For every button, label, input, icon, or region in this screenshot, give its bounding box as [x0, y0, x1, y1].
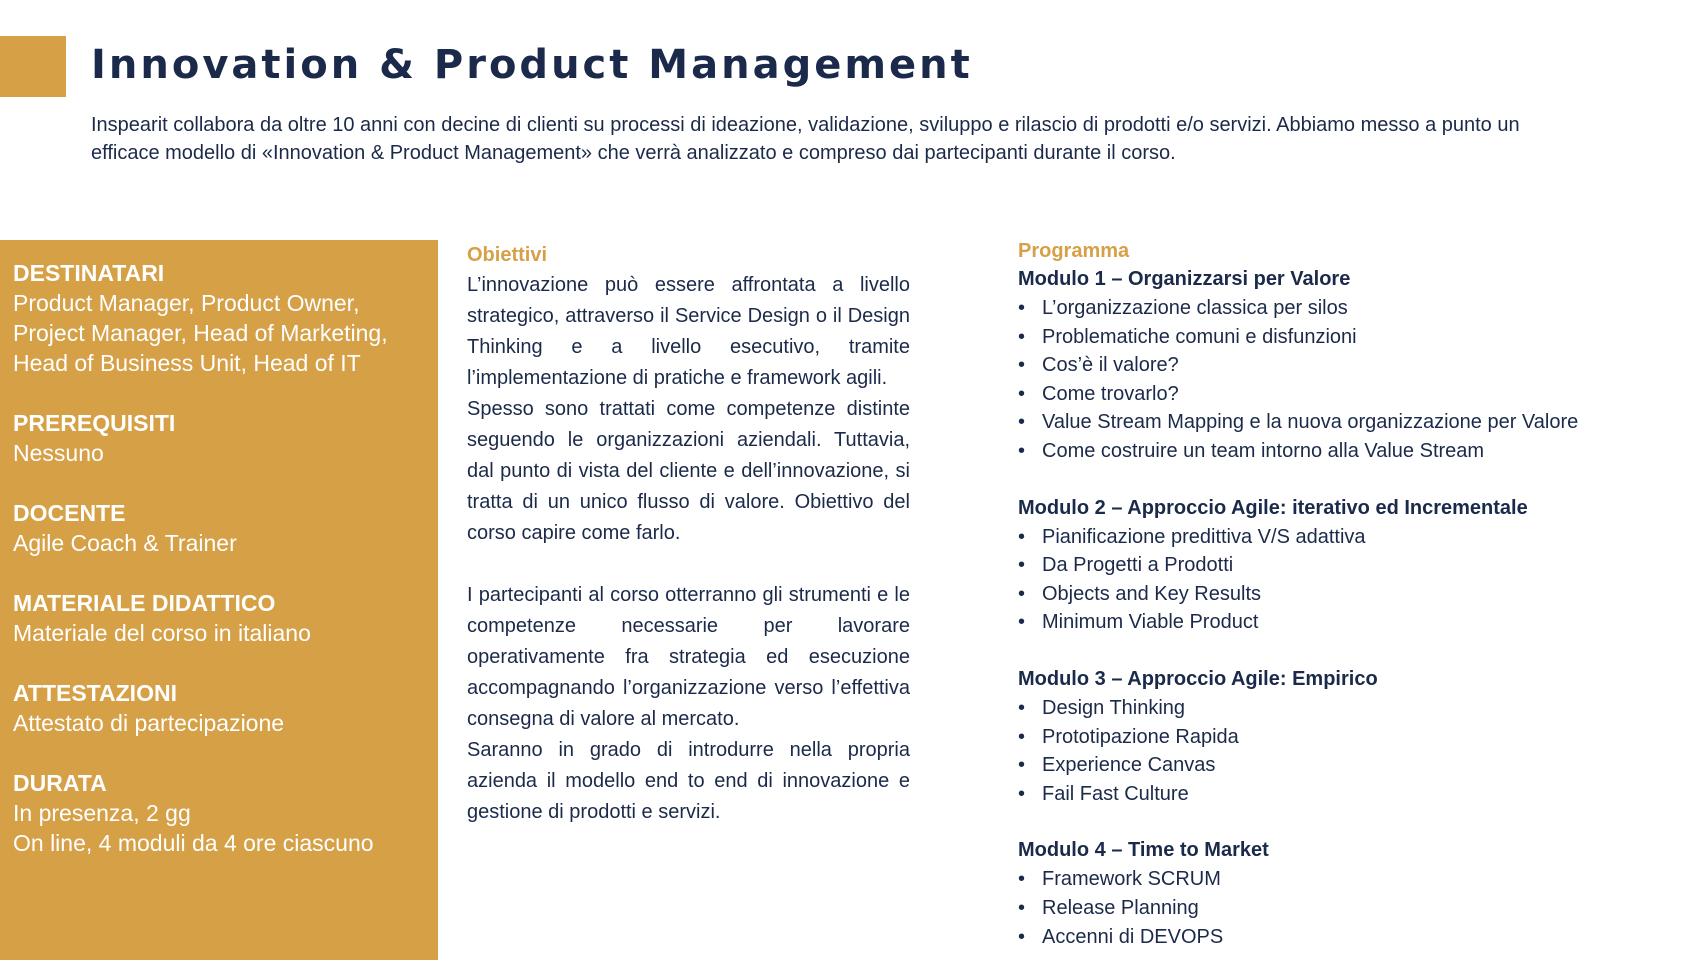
sidebar-text: Nessuno — [13, 440, 104, 466]
bullet-icon: • — [1018, 868, 1026, 891]
list-item — [1018, 723, 1678, 752]
sidebar-heading: DURATA — [13, 770, 107, 796]
module-item-list — [1018, 294, 1678, 466]
objectives-paragraph: I partecipanti al corso otterranno gli strumenti e le competenze necessarie per lavorare operativamente fra strategia ed esecuzione accompagnando l’organizzazione verso l’effettiva consegna di valore al mercato. — [467, 584, 910, 730]
sidebar-section-destinatari — [13, 258, 428, 378]
list-item — [1018, 580, 1678, 609]
bullet-icon: • — [1018, 896, 1026, 919]
list-item-text: Experience Canvas — [1042, 754, 1216, 777]
module-title: Modulo 2 – Approccio Agile: iterativo ed Incrementale — [1018, 496, 1528, 519]
module-title: Modulo 4 – Time to Market — [1018, 839, 1269, 862]
sidebar-section-materiale — [13, 588, 428, 648]
list-item-text: Minimum Viable Product — [1042, 611, 1259, 634]
list-item-text: Problematiche comuni e disfunzioni — [1042, 325, 1357, 348]
module-item-list — [1018, 865, 1678, 951]
module-3 — [1018, 665, 1678, 808]
list-item-text: Objects and Key Results — [1042, 582, 1261, 605]
sidebar-section-docente — [13, 498, 428, 558]
objectives-column — [467, 240, 910, 828]
objectives-heading: Obiettivi — [467, 244, 548, 266]
sidebar-text: Agile Coach & Trainer — [13, 530, 237, 556]
bullet-icon: • — [1018, 725, 1026, 748]
list-item — [1018, 408, 1678, 437]
bullet-icon: • — [1018, 439, 1026, 462]
sidebar-heading: ATTESTAZIONI — [13, 680, 177, 706]
program-heading: Programma — [1018, 240, 1130, 262]
sidebar-section-attestazioni — [13, 678, 428, 738]
list-item — [1018, 751, 1678, 780]
list-item — [1018, 865, 1678, 894]
list-item — [1018, 894, 1678, 923]
list-item — [1018, 323, 1678, 352]
objectives-paragraph: Saranno in grado di introdurre nella propria azienda il modello end to end di innovazione e gestione di prodotti e servizi. — [467, 739, 910, 823]
list-item — [1018, 351, 1678, 380]
sidebar-section-durata — [13, 768, 428, 858]
list-item — [1018, 780, 1678, 809]
program-column — [1018, 237, 1678, 979]
bullet-icon: • — [1018, 411, 1026, 434]
list-item-text: Prototipazione Rapida — [1042, 725, 1239, 748]
intro-paragraph: Inspearit collabora da oltre 10 anni con decine di clienti su processi di ideazione, validazione, sviluppo e rilascio di prodotti e/o servizi. Abbiamo messo a punto un efficace modello di «Innovation & Product Management» che verrà analizzato e compreso dai partecipanti durante il corso. — [91, 114, 1520, 164]
info-sidebar — [0, 240, 438, 960]
list-item-text: Da Progetti a Prodotti — [1042, 554, 1234, 577]
module-1 — [1018, 265, 1678, 466]
list-item-text: Framework SCRUM — [1042, 868, 1221, 891]
sidebar-text: On line, 4 moduli da 4 ore ciascuno — [13, 830, 374, 856]
list-item — [1018, 923, 1678, 952]
sidebar-heading: DOCENTE — [13, 500, 126, 526]
sidebar-text: Product Manager, Product Owner, — [13, 290, 360, 316]
module-item-list — [1018, 694, 1678, 808]
list-item — [1018, 437, 1678, 466]
sidebar-text: Head of Business Unit, Head of IT — [13, 350, 361, 376]
bullet-icon: • — [1018, 354, 1026, 377]
bullet-icon: • — [1018, 925, 1026, 948]
list-item — [1018, 694, 1678, 723]
list-item — [1018, 294, 1678, 323]
page-title: Innovation & Product Management — [91, 42, 973, 88]
bullet-icon: • — [1018, 696, 1026, 719]
list-item-text: Release Planning — [1042, 896, 1199, 919]
sidebar-text: Project Manager, Head of Marketing, — [13, 320, 388, 346]
list-item-text: Pianificazione predittiva V/S adattiva — [1042, 525, 1366, 548]
list-item — [1018, 608, 1678, 637]
sidebar-section-prerequisiti — [13, 408, 428, 468]
sidebar-heading: MATERIALE DIDATTICO — [13, 590, 276, 616]
sidebar-text: In presenza, 2 gg — [13, 800, 191, 826]
list-item — [1018, 523, 1678, 552]
bullet-icon: • — [1018, 297, 1026, 319]
list-item-text: L’organizzazione classica per silos — [1042, 297, 1348, 319]
list-item-text: Come costruire un team intorno alla Value Stream — [1042, 439, 1485, 462]
module-2 — [1018, 494, 1678, 637]
list-item-text: Value Stream Mapping e la nuova organizzazione per Valore — [1042, 411, 1579, 434]
module-4 — [1018, 836, 1678, 951]
bullet-icon: • — [1018, 325, 1026, 348]
sidebar-heading: PREREQUISITI — [13, 410, 176, 436]
accent-square — [0, 36, 66, 97]
objectives-paragraph: L’innovazione può essere affrontata a livello strategico, attraverso il Service Design o il Design Thinking e a livello esecutivo, tramite l’implementazione di pratiche e framework agili. — [467, 274, 910, 389]
module-title: Modulo 3 – Approccio Agile: Empirico — [1018, 667, 1378, 690]
list-item-text: Fail Fast Culture — [1042, 782, 1189, 805]
list-item-text: Come trovarlo? — [1042, 382, 1179, 405]
bullet-icon: • — [1018, 554, 1026, 577]
sidebar-text: Attestato di partecipazione — [13, 710, 285, 736]
bullet-icon: • — [1018, 782, 1026, 805]
list-item-text: Cos’è il valore? — [1042, 354, 1179, 377]
bullet-icon: • — [1018, 382, 1026, 405]
bullet-icon: • — [1018, 582, 1026, 605]
module-title: Modulo 1 – Organizzarsi per Valore — [1018, 268, 1351, 290]
bullet-icon: • — [1018, 611, 1026, 634]
sidebar-heading: DESTINATARI — [13, 260, 165, 286]
list-item-text: Accenni di DEVOPS — [1042, 925, 1224, 948]
list-item-text: Design Thinking — [1042, 696, 1186, 719]
bullet-icon: • — [1018, 754, 1026, 777]
bullet-icon: • — [1018, 525, 1026, 548]
paragraph-spacer — [467, 549, 910, 580]
objectives-paragraph: Spesso sono trattati come competenze distinte seguendo le organizzazioni aziendali. Tuttavia, dal punto di vista del cliente e dell’innovazione, si tratta di un unico flusso di valore. Obiettivo del corso capire come farlo. — [467, 398, 910, 544]
module-item-list — [1018, 523, 1678, 637]
sidebar-text: Materiale del corso in italiano — [13, 620, 311, 646]
list-item — [1018, 551, 1678, 580]
list-item — [1018, 380, 1678, 409]
